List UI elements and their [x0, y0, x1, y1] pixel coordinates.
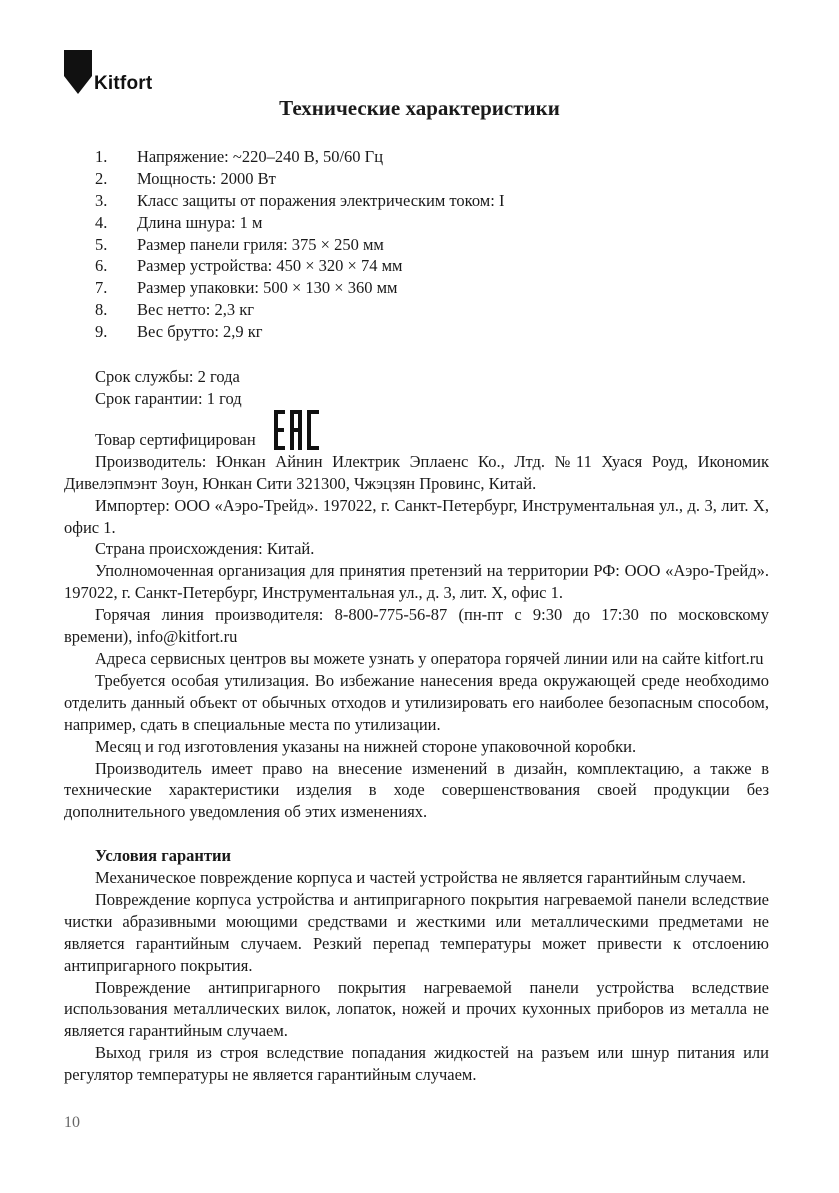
- spec-text: Размер панели гриля: 375 × 250 мм: [137, 234, 384, 254]
- spec-number: 7.: [95, 278, 108, 298]
- certification-row: [64, 410, 769, 451]
- changes-paragraph: Производитель имеет право на внесение изменений в дизайн, комплектацию, а также в технические характеристики изделия в ходе совершенствования своей продукции без дополнительного уведомления об этих изменениях.: [64, 758, 769, 822]
- spec-text: Длина шнура: 1 м: [137, 212, 263, 232]
- service-life: Срок службы: 2 года: [95, 367, 240, 386]
- spec-item: [95, 212, 504, 234]
- warranty-paragraph: Повреждение корпуса устройства и антипригарного покрытия нагреваемой панели вследствие чистки абразивными моющими средствами и жесткими или металлическими предметами не является гарантийным случаем. Резкий перепад температуры может привести к отслоению антипригарного покрытия.: [64, 889, 769, 975]
- spec-number: 2.: [95, 168, 108, 188]
- warranty-paragraph: Механическое повреждение корпуса и частей устройства не является гарантийным случаем.: [95, 868, 746, 888]
- page-title: Технические характеристики: [279, 96, 560, 120]
- spec-item: [95, 146, 504, 168]
- spec-number: 8.: [95, 300, 108, 320]
- kitfort-logo-icon: [64, 50, 92, 96]
- spec-number: 1.: [95, 147, 108, 166]
- spec-item: [95, 277, 504, 299]
- kitfort-logo: [64, 50, 152, 96]
- service-centers-paragraph: Адреса сервисных центров вы можете узнать у оператора горячей линии или на сайте kitfort.ru: [95, 648, 764, 668]
- spec-item: [95, 255, 504, 277]
- spec-text: Вес нетто: 2,3 кг: [137, 300, 255, 320]
- spec-text: Вес брутто: 2,9 кг: [137, 322, 263, 342]
- spec-list: [95, 146, 504, 343]
- spec-item: [95, 168, 504, 190]
- spec-item: [95, 234, 504, 256]
- spec-text: Класс защиты от поражения электрическим током: I: [137, 190, 505, 210]
- spec-number: 3.: [95, 190, 108, 210]
- section-gap: [64, 823, 769, 845]
- warranty-heading: Условия гарантии: [95, 846, 232, 866]
- spec-text: Напряжение: ~220–240 В, 50/60 Гц: [137, 147, 384, 166]
- disposal-paragraph: Требуется особая утилизация. Во избежание нанесения вреда окружающей среде необходимо отделить данный объект от обычных отходов и утилизировать его наиболее безопасным способом, например, сдать в специальные места по утилизации.: [64, 670, 769, 734]
- spec-item: [95, 190, 504, 212]
- certified-text: Товар сертифицирован: [95, 429, 256, 449]
- warranty-period: Срок гарантии: 1 год: [95, 388, 242, 408]
- warranty-paragraph: Выход гриля из строя вследствие попадания жидкостей на разъем или шнур питания или регулятор температуры не является гарантийным случаем.: [64, 1043, 769, 1085]
- hotline-paragraph: Горячая линия производителя: 8-800-775-56-87 (пн-пт с 9:30 до 17:30 по московскому времени), info@kitfort.ru: [64, 605, 769, 647]
- document-body: [64, 366, 769, 1086]
- spec-item: [95, 299, 504, 321]
- warranty-paragraph: Повреждение антипригарного покрытия нагреваемой панели устройства вследствие использования металлических вилок, лопаток, ножей и прочих кухонных приборов из металла не является гарантийным случаем.: [64, 977, 769, 1041]
- manufacturer-paragraph: Производитель: Юнкан Айнин Илектрик Эплаенс Ко., Лтд. №11 Хуася Роуд, Икономик Дивелэпмэнт Зоун, Юнкан Сити 321300, Чжэцзян Провинс, Китай.: [64, 451, 769, 493]
- spec-text: Размер упаковки: 500 × 130 × 360 мм: [137, 278, 398, 298]
- manufacture-date-paragraph: Месяц и год изготовления указаны на нижней стороне упаковочной коробки.: [95, 736, 637, 756]
- spec-text: Размер устройства: 450 × 320 × 74 мм: [137, 256, 403, 276]
- origin-paragraph: Страна происхождения: Китай.: [95, 539, 315, 559]
- spec-text: Мощность: 2000 Вт: [137, 168, 276, 188]
- claims-paragraph: Уполномоченная организация для принятия претензий на территории РФ: ООО «Аэро-Трейд». 197022, г. Санкт-Петербург, Инструментальная ул., д. 3, лит. Х, офис 1.: [64, 561, 769, 603]
- logo-text: Kitfort: [94, 73, 153, 94]
- spec-number: 5.: [95, 234, 108, 254]
- page-number: 10: [64, 1114, 80, 1131]
- eac-mark-icon: [274, 410, 319, 450]
- spec-number: 4.: [95, 212, 108, 232]
- importer-paragraph: Импортер: ООО «Аэро-Трейд». 197022, г. Санкт-Петербург, Инструментальная ул., д. 3, лит. Х, офис 1.: [64, 495, 769, 537]
- spec-number: 9.: [95, 322, 108, 342]
- spec-number: 6.: [95, 256, 108, 276]
- spec-item: [95, 321, 504, 343]
